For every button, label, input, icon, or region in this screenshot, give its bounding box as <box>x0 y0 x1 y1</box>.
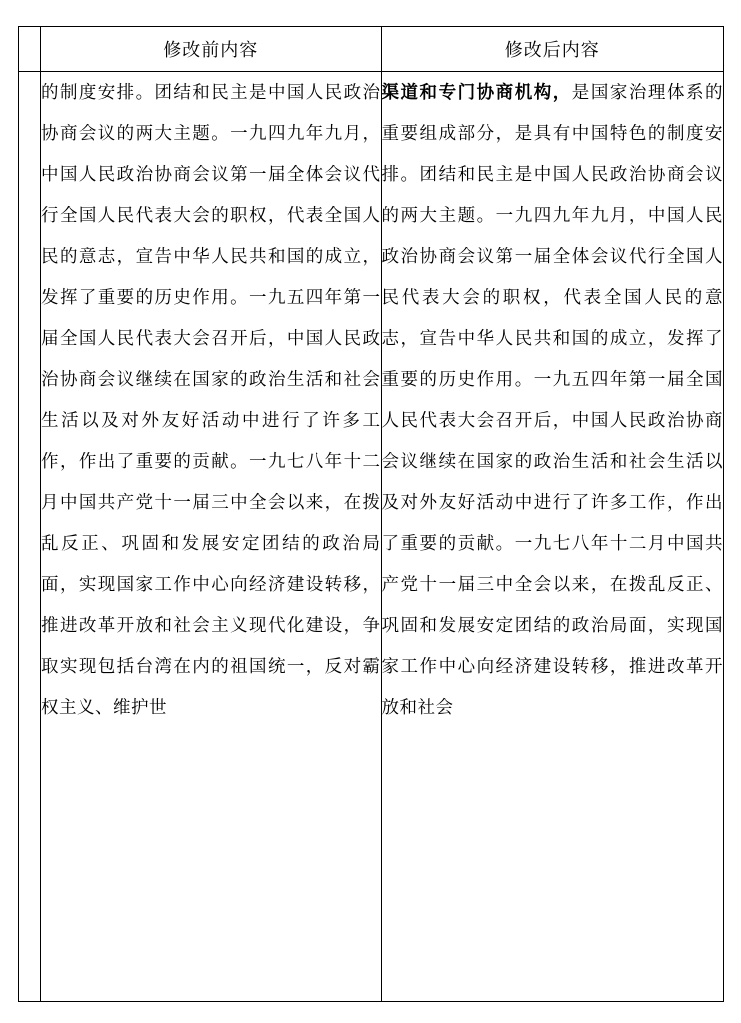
after-revision-bold-text: 渠道和专门协商机构， <box>381 82 572 102</box>
header-before-revision: 修改前内容 <box>41 27 381 72</box>
table-row <box>19 72 724 1002</box>
row-gutter <box>19 72 41 1002</box>
header-gutter <box>19 27 41 72</box>
cell-before-revision <box>41 72 381 1002</box>
comparison-table <box>18 26 724 1002</box>
after-revision-rest-text: 是国家治理体系的重要组成部分，是具有中国特色的制度安排。团结和民主是中国人民政治协商会议的两大主题。一九四九年九月，中国人民政治协商会议第一届全体会议代行全国人民代表大会的职权，代表全国人民的意志，宣告中华人民共和国的成立，发挥了重要的历史作用。一九五四年第一届全国人民代表大会召开后，中国人民政治协商会议继续在国家的政治生活和社会生活以及对外友好活动中进行了许多工作，作出了重要的贡献。一九七八年十二月中国共产党十一届三中全会以来，在拨乱反正、巩固和发展安定团结的政治局面，实现国家工作中心向经济建设转移，推进改革开放和社会 <box>381 82 724 717</box>
table-header-row <box>19 27 724 72</box>
after-revision-paragraph <box>382 72 724 728</box>
cell-after-revision <box>381 72 724 1002</box>
before-revision-paragraph: 的制度安排。团结和民主是中国人民政治协商会议的两大主题。一九四九年九月，中国人民政治协商会议第一届全体会议代行全国人民代表大会的职权，代表全国人民的意志，宣告中华人民共和国的成立，发挥了重要的历史作用。一九五四年第一届全国人民代表大会召开后，中国人民政治协商会议继续在国家的政治生活和社会生活以及对外友好活动中进行了许多工作，作出了重要的贡献。一九七八年十二月中国共产党十一届三中全会以来，在拨乱反正、巩固和发展安定团结的政治局面，实现国家工作中心向经济建设转移，推进改革开放和社会主义现代化建设，争取实现包括台湾在内的祖国统一，反对霸权主义、维护世 <box>41 82 381 717</box>
header-after-revision: 修改后内容 <box>381 27 724 72</box>
